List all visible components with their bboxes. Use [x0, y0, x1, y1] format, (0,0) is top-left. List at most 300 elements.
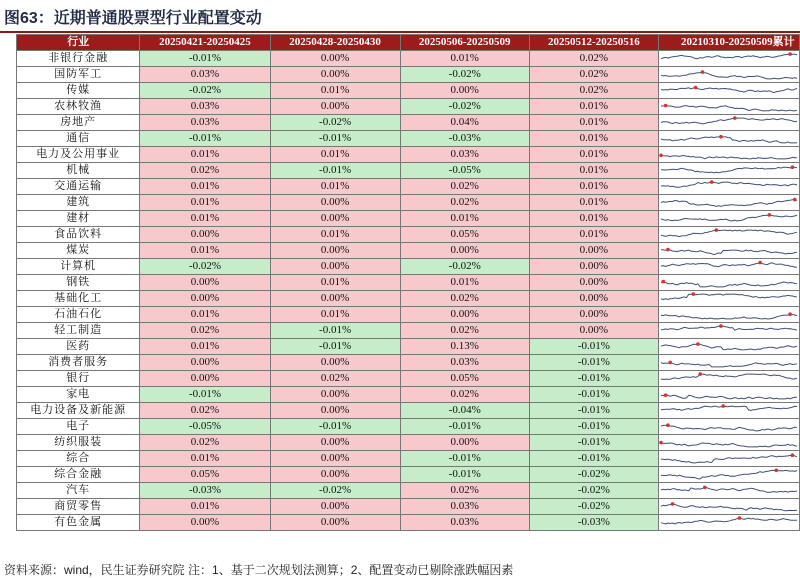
allocation-change-cell: 0.01% — [529, 227, 658, 243]
sparkline-chart — [659, 307, 799, 322]
industry-name: 建材 — [17, 211, 140, 227]
industry-name: 石油石化 — [17, 307, 140, 323]
cumulative-sparkline — [658, 67, 799, 83]
sparkline-chart — [659, 243, 799, 258]
cumulative-sparkline — [658, 243, 799, 259]
allocation-change-cell: -0.01% — [400, 467, 529, 483]
industry-name: 机械 — [17, 163, 140, 179]
allocation-change-cell: -0.01% — [400, 451, 529, 467]
cumulative-sparkline — [658, 419, 799, 435]
cumulative-sparkline — [658, 227, 799, 243]
allocation-change-cell: -0.01% — [529, 339, 658, 355]
allocation-change-cell: 0.00% — [270, 195, 400, 211]
allocation-change-cell: 0.03% — [400, 147, 529, 163]
allocation-change-cell: 0.00% — [140, 291, 270, 307]
sparkline-max-marker — [661, 280, 665, 284]
industry-name: 通信 — [17, 131, 140, 147]
allocation-change-cell: 0.00% — [400, 83, 529, 99]
sparkline-chart — [659, 115, 799, 130]
sparkline-chart — [659, 499, 799, 514]
sparkline-chart — [659, 147, 799, 162]
allocation-change-cell: 0.00% — [270, 291, 400, 307]
sparkline-path — [661, 182, 797, 187]
sparkline-path — [661, 374, 797, 379]
allocation-change-cell: -0.01% — [529, 403, 658, 419]
industry-name: 银行 — [17, 371, 140, 387]
cumulative-sparkline — [658, 339, 799, 355]
allocation-change-cell: 0.00% — [270, 99, 400, 115]
allocation-change-cell: 0.01% — [529, 211, 658, 227]
sparkline-chart — [659, 291, 799, 306]
sparkline-max-marker — [668, 361, 672, 365]
sparkline-max-marker — [793, 198, 797, 202]
cumulative-sparkline — [658, 83, 799, 99]
sparkline-max-marker — [758, 261, 762, 265]
allocation-change-cell: 0.00% — [529, 259, 658, 275]
sparkline-chart — [659, 275, 799, 290]
sparkline-max-marker — [659, 441, 663, 445]
allocation-change-cell: -0.01% — [270, 131, 400, 147]
industry-name: 有色金属 — [17, 515, 140, 531]
sparkline-chart — [659, 371, 799, 386]
table-row — [17, 355, 800, 371]
allocation-change-cell: -0.01% — [529, 435, 658, 451]
sparkline-max-marker — [703, 486, 707, 490]
cumulative-sparkline — [658, 451, 799, 467]
sparkline-max-marker — [719, 324, 723, 328]
table-row — [17, 483, 800, 499]
sparkline-max-marker — [719, 135, 723, 139]
allocation-change-cell: 0.01% — [270, 83, 400, 99]
sparkline-path — [661, 54, 797, 59]
allocation-change-cell: 0.01% — [529, 195, 658, 211]
allocation-change-cell: 0.01% — [529, 99, 658, 115]
sparkline-chart — [659, 179, 799, 194]
table-row — [17, 99, 800, 115]
table-row — [17, 67, 800, 83]
table-row — [17, 51, 800, 67]
col-header-period-4: 20250512-20250516 — [529, 35, 658, 51]
sparkline-path — [661, 167, 797, 173]
allocation-change-cell: 0.01% — [529, 147, 658, 163]
sparkline-path — [661, 137, 797, 143]
allocation-change-cell: 0.01% — [140, 499, 270, 515]
allocation-change-cell: 0.00% — [400, 243, 529, 259]
sparkline-path — [661, 362, 797, 367]
sparkline-path — [661, 294, 797, 300]
sparkline-max-marker — [721, 404, 725, 408]
allocation-change-cell: 0.00% — [270, 67, 400, 83]
allocation-change-cell: 0.01% — [140, 243, 270, 259]
allocation-change-cell: -0.05% — [400, 163, 529, 179]
table-row — [17, 83, 800, 99]
sparkline-max-marker — [694, 86, 698, 90]
allocation-change-cell: 0.02% — [400, 195, 529, 211]
sparkline-path — [661, 326, 797, 330]
allocation-change-cell: 0.00% — [270, 387, 400, 403]
industry-name: 家电 — [17, 387, 140, 403]
industry-allocation-table — [16, 34, 800, 531]
industry-name: 食品饮料 — [17, 227, 140, 243]
sparkline-chart — [659, 483, 799, 498]
sparkline-max-marker — [671, 502, 675, 506]
cumulative-sparkline — [658, 323, 799, 339]
sparkline-max-marker — [696, 342, 700, 346]
industry-name: 传媒 — [17, 83, 140, 99]
industry-name: 国防军工 — [17, 67, 140, 83]
sparkline-chart — [659, 259, 799, 274]
sparkline-max-marker — [714, 228, 718, 232]
allocation-change-cell: 0.00% — [270, 51, 400, 67]
cumulative-sparkline — [658, 131, 799, 147]
sparkline-path — [661, 155, 797, 159]
sparkline-path — [661, 406, 797, 410]
industry-name: 医药 — [17, 339, 140, 355]
allocation-change-cell: 0.00% — [270, 243, 400, 259]
cumulative-sparkline — [658, 163, 799, 179]
sparkline-path — [661, 344, 797, 350]
table-row — [17, 115, 800, 131]
sparkline-chart — [659, 211, 799, 226]
allocation-change-cell: 0.00% — [270, 435, 400, 451]
allocation-change-cell: -0.02% — [529, 483, 658, 499]
allocation-change-cell: -0.02% — [140, 83, 270, 99]
allocation-change-cell: 0.02% — [400, 179, 529, 195]
table-row — [17, 275, 800, 291]
sparkline-path — [661, 487, 797, 492]
col-header-period-1: 20250421-20250425 — [140, 35, 270, 51]
table-row — [17, 163, 800, 179]
allocation-change-cell: -0.01% — [270, 163, 400, 179]
table-row — [17, 291, 800, 307]
industry-name: 轻工制造 — [17, 323, 140, 339]
table-row — [17, 499, 800, 515]
sparkline-chart — [659, 467, 799, 482]
allocation-change-cell: 0.00% — [270, 467, 400, 483]
allocation-change-cell: 0.03% — [140, 67, 270, 83]
allocation-change-cell: -0.04% — [400, 403, 529, 419]
table-row — [17, 147, 800, 163]
sparkline-path — [661, 443, 797, 447]
table-row — [17, 307, 800, 323]
allocation-change-cell: 0.01% — [400, 275, 529, 291]
industry-name: 农林牧渔 — [17, 99, 140, 115]
allocation-change-cell: 0.00% — [529, 291, 658, 307]
cumulative-sparkline — [658, 499, 799, 515]
table-row — [17, 323, 800, 339]
sparkline-chart — [659, 403, 799, 418]
title-divider — [0, 31, 800, 33]
allocation-change-cell: -0.02% — [400, 99, 529, 115]
figure-title: 图63：近期普通股票型行业配置变动 — [4, 10, 262, 27]
industry-name: 汽车 — [17, 483, 140, 499]
col-header-cumulative: 20210310-20250509累计 — [658, 35, 799, 51]
sparkline-chart — [659, 339, 799, 354]
sparkline-max-marker — [791, 453, 795, 457]
sparkline-max-marker — [691, 292, 695, 296]
allocation-change-cell: 0.02% — [140, 163, 270, 179]
allocation-change-cell: 0.01% — [270, 227, 400, 243]
sparkline-chart — [659, 163, 799, 178]
allocation-change-cell: 0.01% — [529, 131, 658, 147]
sparkline-max-marker — [788, 312, 792, 316]
allocation-change-cell: 0.05% — [400, 371, 529, 387]
allocation-change-cell: 0.00% — [270, 403, 400, 419]
col-header-industry: 行业 — [17, 35, 140, 51]
allocation-change-cell: 0.04% — [400, 115, 529, 131]
allocation-change-cell: -0.05% — [140, 419, 270, 435]
col-header-period-3: 20250506-20250509 — [400, 35, 529, 51]
allocation-change-cell: 0.01% — [140, 211, 270, 227]
table-row — [17, 451, 800, 467]
table-row — [17, 227, 800, 243]
table-row — [17, 211, 800, 227]
sparkline-max-marker — [738, 516, 742, 520]
table-row — [17, 371, 800, 387]
table-row — [17, 515, 800, 531]
allocation-change-cell: 0.00% — [270, 451, 400, 467]
sparkline-path — [661, 118, 797, 124]
col-header-period-2: 20250428-20250430 — [270, 35, 400, 51]
sparkline-chart — [659, 323, 799, 338]
sparkline-path — [661, 200, 797, 207]
allocation-change-cell: 0.05% — [400, 227, 529, 243]
header-row — [17, 35, 800, 51]
industry-name: 电力设备及新能源 — [17, 403, 140, 419]
allocation-change-cell: 0.03% — [140, 115, 270, 131]
sparkline-max-marker — [664, 393, 668, 397]
sparkline-max-marker — [698, 372, 702, 376]
allocation-change-cell: 0.01% — [140, 307, 270, 323]
sparkline-max-marker — [666, 248, 670, 252]
table-row — [17, 435, 800, 451]
sparkline-max-marker — [791, 165, 795, 169]
cumulative-sparkline — [658, 403, 799, 419]
allocation-change-cell: 0.00% — [529, 323, 658, 339]
industry-name: 计算机 — [17, 259, 140, 275]
sparkline-max-marker — [774, 469, 778, 473]
allocation-change-cell: 0.02% — [529, 83, 658, 99]
cumulative-sparkline — [658, 307, 799, 323]
table-row — [17, 403, 800, 419]
table-row — [17, 467, 800, 483]
table-row — [17, 387, 800, 403]
cumulative-sparkline — [658, 99, 799, 115]
sparkline-max-marker — [701, 70, 705, 74]
cumulative-sparkline — [658, 147, 799, 163]
table-row — [17, 243, 800, 259]
sparkline-chart — [659, 435, 799, 450]
allocation-change-cell: -0.01% — [529, 355, 658, 371]
sparkline-chart — [659, 387, 799, 402]
allocation-change-cell: 0.00% — [270, 259, 400, 275]
allocation-change-cell: 0.01% — [529, 179, 658, 195]
industry-name: 消费者服务 — [17, 355, 140, 371]
table-row — [17, 195, 800, 211]
allocation-change-cell: -0.01% — [140, 387, 270, 403]
source-note: 资料来源：wind，民生证券研究院 注：1、基于二次规划法测算；2、配置变动已剔除涨跌幅因素 — [4, 563, 514, 577]
cumulative-sparkline — [658, 435, 799, 451]
allocation-change-cell: -0.03% — [140, 483, 270, 499]
allocation-change-cell: -0.01% — [270, 419, 400, 435]
allocation-change-cell: 0.03% — [400, 515, 529, 531]
industry-name: 基础化工 — [17, 291, 140, 307]
sparkline-max-marker — [710, 180, 714, 184]
allocation-change-cell: 0.01% — [140, 179, 270, 195]
allocation-change-cell: 0.00% — [140, 355, 270, 371]
table-row — [17, 179, 800, 195]
sparkline-path — [661, 518, 797, 524]
industry-name: 电子 — [17, 419, 140, 435]
allocation-change-cell: 0.01% — [529, 163, 658, 179]
cumulative-sparkline — [658, 51, 799, 67]
allocation-change-cell: -0.01% — [270, 323, 400, 339]
sparkline-path — [661, 282, 797, 287]
industry-name: 建筑 — [17, 195, 140, 211]
industry-name: 钢铁 — [17, 275, 140, 291]
sparkline-chart — [659, 83, 799, 98]
allocation-change-cell: 0.01% — [400, 51, 529, 67]
industry-name: 电力及公用事业 — [17, 147, 140, 163]
allocation-change-cell: 0.02% — [400, 387, 529, 403]
allocation-change-cell: 0.05% — [140, 467, 270, 483]
industry-name: 商贸零售 — [17, 499, 140, 515]
sparkline-path — [661, 395, 797, 399]
sparkline-chart — [659, 51, 799, 66]
cumulative-sparkline — [658, 483, 799, 499]
allocation-change-cell: 0.01% — [400, 211, 529, 227]
table-row — [17, 259, 800, 275]
allocation-change-cell: 0.01% — [140, 451, 270, 467]
industry-name: 非银行金融 — [17, 51, 140, 67]
industry-name: 交通运输 — [17, 179, 140, 195]
allocation-change-cell: 0.02% — [140, 435, 270, 451]
allocation-change-cell: 0.03% — [140, 99, 270, 115]
cumulative-sparkline — [658, 371, 799, 387]
allocation-change-cell: 0.02% — [400, 483, 529, 499]
allocation-change-cell: 0.00% — [270, 355, 400, 371]
cumulative-sparkline — [658, 355, 799, 371]
allocation-change-cell: 0.00% — [140, 515, 270, 531]
allocation-change-cell: 0.01% — [140, 195, 270, 211]
sparkline-chart — [659, 419, 799, 434]
allocation-change-cell: 0.00% — [140, 371, 270, 387]
allocation-change-cell: 0.03% — [400, 499, 529, 515]
cumulative-sparkline — [658, 211, 799, 227]
allocation-change-cell: 0.00% — [400, 435, 529, 451]
allocation-change-cell: 0.00% — [270, 499, 400, 515]
allocation-change-cell: -0.03% — [400, 131, 529, 147]
allocation-change-cell: -0.01% — [529, 451, 658, 467]
sparkline-max-marker — [664, 104, 668, 108]
sparkline-path — [661, 250, 797, 255]
allocation-change-cell: -0.02% — [400, 259, 529, 275]
industry-name: 综合 — [17, 451, 140, 467]
sparkline-max-marker — [659, 154, 663, 158]
sparkline-chart — [659, 195, 799, 210]
sparkline-chart — [659, 355, 799, 370]
sparkline-chart — [659, 67, 799, 82]
allocation-change-cell: 0.00% — [140, 275, 270, 291]
sparkline-max-marker — [788, 52, 792, 56]
allocation-change-cell: 0.00% — [529, 307, 658, 323]
allocation-change-cell: -0.01% — [529, 371, 658, 387]
cumulative-sparkline — [658, 291, 799, 307]
sparkline-path — [661, 230, 797, 237]
allocation-change-cell: -0.01% — [140, 51, 270, 67]
allocation-change-cell: 0.00% — [140, 227, 270, 243]
allocation-change-cell: -0.01% — [529, 387, 658, 403]
allocation-change-cell: 0.02% — [529, 51, 658, 67]
allocation-change-cell: -0.02% — [140, 259, 270, 275]
industry-name: 纺织服装 — [17, 435, 140, 451]
allocation-change-cell: -0.02% — [270, 115, 400, 131]
sparkline-path — [661, 504, 797, 511]
industry-name: 房地产 — [17, 115, 140, 131]
allocation-change-cell: 0.01% — [140, 147, 270, 163]
allocation-change-cell: -0.03% — [529, 515, 658, 531]
allocation-change-cell: 0.01% — [270, 275, 400, 291]
allocation-change-cell: 0.03% — [400, 355, 529, 371]
allocation-change-cell: 0.02% — [140, 403, 270, 419]
allocation-change-cell: 0.00% — [529, 275, 658, 291]
allocation-change-cell: -0.02% — [400, 67, 529, 83]
allocation-change-cell: 0.00% — [529, 243, 658, 259]
sparkline-chart — [659, 131, 799, 146]
allocation-change-cell: 0.01% — [270, 307, 400, 323]
sparkline-max-marker — [767, 213, 771, 217]
allocation-change-cell: 0.00% — [270, 515, 400, 531]
cumulative-sparkline — [658, 515, 799, 531]
cumulative-sparkline — [658, 179, 799, 195]
allocation-change-cell: 0.02% — [529, 67, 658, 83]
allocation-change-cell: 0.01% — [529, 115, 658, 131]
allocation-change-cell: 0.02% — [400, 323, 529, 339]
allocation-change-cell: -0.01% — [400, 419, 529, 435]
industry-name: 煤炭 — [17, 243, 140, 259]
cumulative-sparkline — [658, 259, 799, 275]
sparkline-max-marker — [733, 116, 737, 120]
table-row — [17, 131, 800, 147]
sparkline-path — [661, 72, 797, 79]
sparkline-chart — [659, 515, 799, 530]
sparkline-path — [661, 88, 797, 93]
cumulative-sparkline — [658, 275, 799, 291]
table-row — [17, 419, 800, 435]
industry-name: 综合金融 — [17, 467, 140, 483]
allocation-change-cell: -0.02% — [529, 467, 658, 483]
allocation-change-cell: 0.01% — [140, 339, 270, 355]
sparkline-path — [661, 425, 797, 431]
sparkline-path — [661, 215, 797, 221]
sparkline-chart — [659, 227, 799, 242]
table-row — [17, 339, 800, 355]
allocation-change-cell: 0.02% — [140, 323, 270, 339]
sparkline-path — [661, 455, 797, 463]
sparkline-path — [661, 314, 797, 319]
allocation-change-cell: -0.02% — [529, 499, 658, 515]
allocation-change-cell: 0.13% — [400, 339, 529, 355]
allocation-change-cell: -0.01% — [529, 419, 658, 435]
sparkline-path — [661, 106, 797, 111]
cumulative-sparkline — [658, 467, 799, 483]
allocation-change-cell: 0.00% — [270, 211, 400, 227]
allocation-change-cell: 0.01% — [270, 147, 400, 163]
allocation-change-cell: -0.02% — [270, 483, 400, 499]
allocation-change-cell: -0.01% — [140, 131, 270, 147]
allocation-change-cell: 0.02% — [400, 291, 529, 307]
allocation-change-cell: 0.00% — [400, 307, 529, 323]
